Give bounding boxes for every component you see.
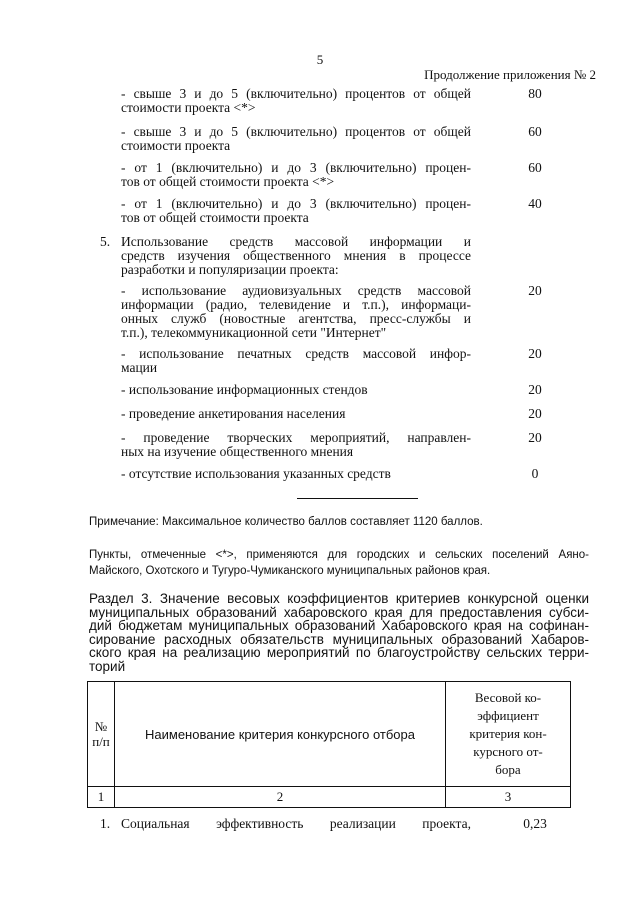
first-row-number: 1.: [100, 816, 111, 831]
criteria-row-1-line-1: стоимости проекта: [121, 138, 231, 153]
note-max-points: Примечание: Максимальное количество баллов составляет 1120 баллов.: [89, 516, 483, 528]
criteria-row-3-line-1: тов от общей стоимости проекта: [121, 210, 309, 225]
media-row-3-score: 20: [528, 406, 542, 421]
section-3-line-0: Раздел 3. Значение весовых коэффициентов критериев конкурсной оценки: [89, 591, 589, 606]
section-3-line-2: дий бюджетам муниципальных образований Хабаровского края на софинан-: [89, 618, 589, 633]
criteria-row-0-score: 80: [528, 86, 542, 101]
media-row-5-line-0: - отсутствие использования указанных средств: [121, 466, 391, 481]
first-row-word-3: проекта,: [422, 816, 471, 831]
item-5-number: 5.: [100, 234, 111, 249]
header-weight-line-2: критерия кон-: [469, 726, 547, 741]
media-row-0-line-2: онных служб (новостные агентства, пресс-службы и: [121, 311, 471, 326]
section-3-line-5: торий: [89, 658, 126, 674]
first-row-word-2: реализации: [329, 816, 396, 831]
weights-table: [87, 681, 571, 808]
media-row-0-line-1: информации (радио, телевидение и т.п.), информаци-: [121, 297, 471, 312]
media-row-1-line-1: мации: [121, 360, 158, 375]
table-header-row: [88, 682, 571, 787]
footnote-line-0: Пункты, отмеченные <*>, применяются для городских и сельских поселений Аяно-: [89, 549, 589, 561]
item-5-line-0: Использование средств массовой информации и: [121, 234, 471, 249]
first-row-word-0: Социальная: [121, 816, 190, 831]
first-row-criterion: [121, 817, 471, 831]
first-row-weight: 0,23: [523, 816, 547, 831]
first-row-word-1: эффективность: [216, 816, 304, 831]
header-weight-cell: [446, 682, 571, 787]
media-row-0-line-0: - использование аудиовизуальных средств массовой: [121, 283, 471, 298]
media-row-0-score: 20: [528, 283, 542, 298]
section-3-line-1: муниципальных образований хабаровского края для предоставления субси-: [89, 604, 589, 620]
media-row-4-line-0: - проведение творческих мероприятий, направлен-: [121, 430, 471, 445]
header-number-label: п/п: [92, 734, 110, 749]
media-row-2-line-0: - использование информационных стендов: [121, 382, 368, 397]
criteria-row-2-score: 60: [528, 160, 542, 175]
index-cell-3: 3: [446, 787, 571, 808]
media-row-3-line-0: - проведение анкетирования населения: [121, 406, 346, 421]
media-row-1-line-0: - использование печатных средств массовой инфор-: [121, 346, 471, 361]
media-row-5-score: 0: [531, 466, 539, 481]
criteria-row-0-line-1: стоимости проекта <*>: [121, 100, 256, 115]
header-weight-line-0: Весовой ко-: [474, 690, 542, 705]
criteria-row-2-line-1: тов от общей стоимости проекта <*>: [121, 174, 335, 189]
media-row-4-score: 20: [528, 430, 542, 445]
divider-rule: [297, 498, 418, 499]
index-cell-1: 1: [88, 787, 115, 808]
index-cell-2: 2: [115, 787, 446, 808]
criteria-row-1-line-0: - свыше 3 и до 5 (включительно) процентов от общей: [121, 124, 471, 139]
section-3-line-3: сирование расходных обязательств муниципальных образований Хабаров-: [89, 631, 589, 647]
page-number: 5: [316, 52, 324, 67]
criteria-row-1-score: 60: [528, 124, 542, 139]
header-criterion-cell: Наименование критерия конкурсного отбора: [115, 682, 446, 787]
criteria-row-3-line-0: - от 1 (включительно) и до 3 (включительно) процен-: [121, 196, 471, 211]
media-row-4-line-1: ных на изучение общественного мнения: [121, 444, 354, 459]
criteria-row-3-score: 40: [528, 196, 542, 211]
header-number-sign: №: [94, 719, 108, 734]
header-weight-line-1: эффициент: [477, 708, 539, 723]
criteria-row-0-line-0: - свыше 3 и до 5 (включительно) процентов от общей: [121, 86, 471, 101]
section-3-line-4: ского края на реализацию мероприятий по благоустройству сельских терри-: [89, 645, 589, 660]
media-row-2-score: 20: [528, 382, 542, 397]
table-index-row: [88, 787, 571, 808]
section-3-title: [89, 592, 589, 673]
media-row-1-score: 20: [528, 346, 542, 361]
item-5-line-2: разработки и популяризации проекта:: [121, 262, 339, 277]
header-weight-line-3: курсного от-: [473, 744, 543, 759]
footnote-line-1: Майского, Охотского и Тугуро-Чумиканского муниципальных районов края.: [89, 565, 491, 577]
item-5-line-1: средств изучения общественного мнения в процессе: [121, 248, 471, 263]
header-weight-line-4: бора: [495, 762, 521, 777]
header-number-cell: [88, 682, 115, 787]
criteria-row-2-line-0: - от 1 (включительно) и до 3 (включительно) процен-: [121, 160, 471, 175]
continuation-label: Продолжение приложения № 2: [424, 67, 596, 82]
media-row-0-line-3: т.п.), телекоммуникационной сети "Интернет": [121, 325, 387, 340]
